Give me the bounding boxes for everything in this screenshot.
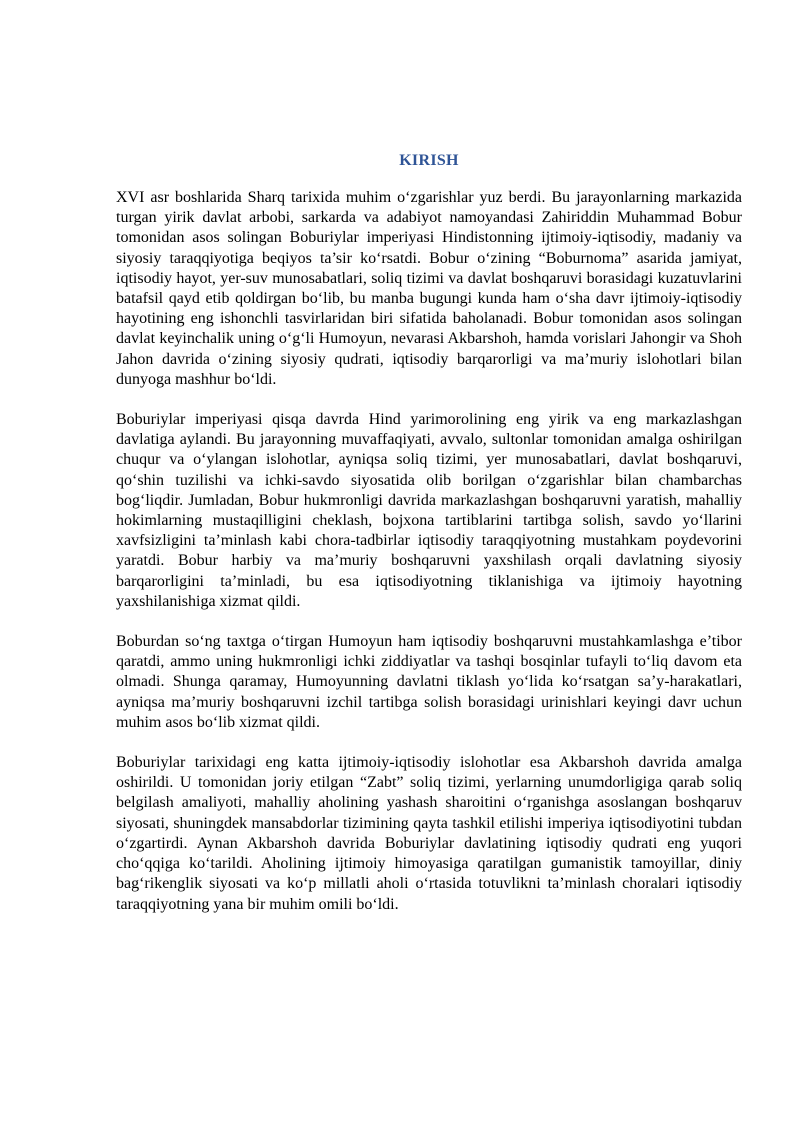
document-page bbox=[116, 150, 742, 935]
section-heading: KIRISH bbox=[399, 152, 459, 169]
paragraph-3: Boburdan so‘ng taxtga o‘tirgan Humoyun ham iqtisodiy boshqaruvni mustahkamlashga e’tibor qaratdi, ammo uning hukmronligi ichki ziddiyatlar va tashqi bosqinlar tufayli to‘liq davom eta olmadi. Shunga qaramay, Humoyunning davlatni tiklash yo‘lida ko‘rsatgan sa’y-harakatlari, ayniqsa ma’muriy boshqaruvni izchil tartibga solish borasidagi urinishlari keyingi davr uchun muhim asos bo‘lib xizmat qildi. bbox=[116, 633, 742, 731]
paragraph-2: Boburiylar imperiyasi qisqa davrda Hind yarimorolining eng yirik va eng markazlashgan davlatiga aylandi. Bu jarayonning muvaffaqiyati, avvalo, sultonlar tomonidan amalga oshirilgan chuqur va o‘ylangan islohotlar, ayniqsa soliq tizimi, yer munosabatlari, davlat boshqaruvi, qo‘shin tuzilishi va ichki-savdo siyosatida olib borilgan o‘zgarishlar bilan chambarchas bog‘liqdir. Jumladan, Bobur hukmronligi davrida markazlashgan boshqaruvni yaratish, mahalliy hokimlarning mustaqilligini cheklash, bojxona tartiblarini tartibga solish, savdo yo‘llarini xavfsizligini ta’minlash kabi chora-tadbirlar iqtisodiy taraqqiyotning mustahkam poydevorini yaratdi. Bobur harbiy va ma’muriy boshqaruvni yaxshilash orqali davlatning siyosiy barqarorligini ta’minladi, bu esa iqtisodiyotning tiklanishiga va ijtimoiy hayotning yaxshilanishiga xizmat qildi. bbox=[116, 411, 742, 610]
paragraph-1: XVI asr boshlarida Sharq tarixida muhim o‘zgarishlar yuz berdi. Bu jarayonlarning markazida turgan yirik davlat arbobi, sarkarda va adabiyot namoyandasi Zahiriddin Muhammad Bobur tomonidan asos solingan Boburiylar imperiyasi Hindistonning ijtimoiy-iqtisodiy, madaniy va siyosiy taraqqiyotiga beqiyos ta’sir ko‘rsatdi. Bobur o‘zining “Boburnoma” asarida jamiyat, iqtisodiy hayot, yer-suv munosabatlari, soliq tizimi va davlat boshqaruvi borasidagi kuzatuvlarini batafsil qayd etib qoldirgan bo‘lib, bu manba bugungi kunda ham o‘sha davr ijtimoiy-iqtisodiy hayotining eng ishonchli tasvirlaridan biri sifatida baholanadi. Bobur tomonidan asos solingan davlat keyinchalik uning o‘g‘li Humoyun, nevarasi Akbarshoh, hamda vorislari Jahongir va Shoh Jahon davrida o‘zining siyosiy qudrati, iqtisodiy barqarorligi va ma’muriy islohotlari bilan dunyoga mashhur bo‘ldi. bbox=[116, 189, 742, 388]
paragraph-4: Boburiylar tarixidagi eng katta ijtimoiy-iqtisodiy islohotlar esa Akbarshoh davrida amalga oshirildi. U tomonidan joriy etilgan “Zabt” soliq tizimi, yerlarning unumdorligiga qarab soliq belgilash amaliyoti, mahalliy aholining yashash sharoitini o‘rganishga asoslangan boshqaruv siyosati, shuningdek mansabdorlar tizimining qayta tashkil etilishi imperiya iqtisodiyotini tubdan o‘zgartirdi. Aynan Akbarshoh davrida Boburiylar davlatining iqtisodiy qudrati eng yuqori cho‘qqiga ko‘tarildi. Aholining ijtimoiy himoyasiga qaratilgan gumanistik tamoyillar, diniy bag‘rikenglik siyosati va ko‘p millatli aholi o‘rtasida totuvlikni ta’minlash choralari iqtisodiy taraqqiyotning yana bir muhim omili bo‘ldi. bbox=[116, 754, 742, 913]
